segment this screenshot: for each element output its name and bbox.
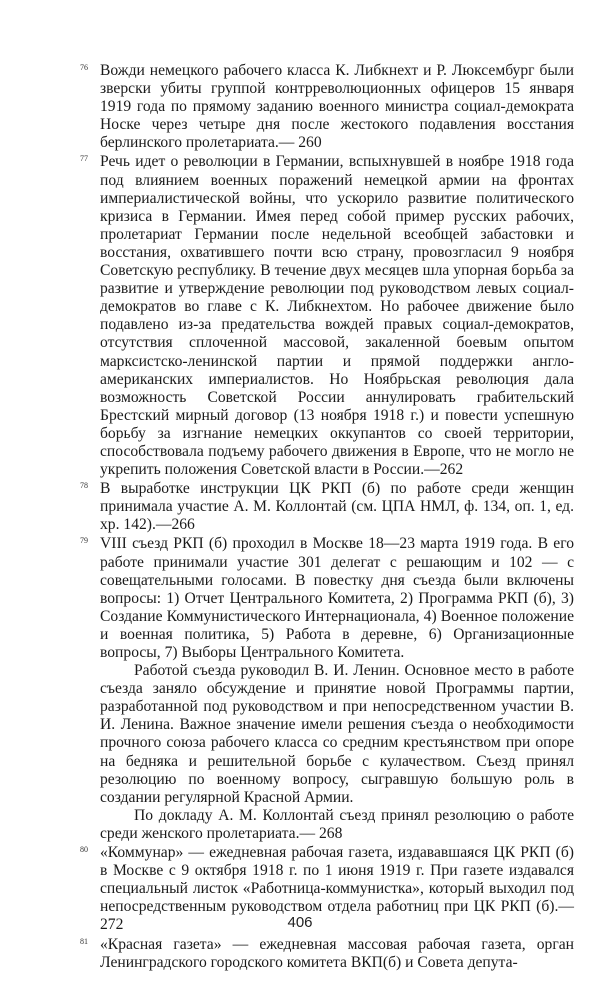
page-body — [80, 62, 574, 973]
footnote-text: «Красная газета» — ежедневная массовая рабочая газета, орган Ленинградского городского комитета ВКП(б) и Совета депута- — [100, 935, 574, 971]
footnote-76 — [80, 62, 574, 152]
footnote-number: 78 — [80, 481, 88, 491]
footnote-78 — [80, 480, 574, 534]
footnote-81 — [80, 936, 574, 972]
footnote-text: Речь идет о революции в Германии, вспыхнувшей в ноябре 1918 года под влиянием военных поражений немецкой армии на фронтах империалистической войны, что ускорило развитие политического кризиса в Германии. Имея перед собой пример русских рабочих, пролетариат Германии после недельной всеобщей забастовки и восстания, охватившего почти всю страну, провозгласил 9 ноября Советскую республику. В течение двух месяцев шла упорная борьба за развитие и утверждение революции под руководством левых социал-демократов во главе с К. Либкнехтом. Но рабочее движение было подавлено из-за предательства вождей правых социал-демократов, отсутствия сплоченной массовой, закаленной боевым опытом марксистско-ленинской партии и прямой поддержки англо-американских империалистов. Но Ноябрьская революция дала возможность Советской России аннулировать грабительский Брестский мирный договор (13 ноября 1918 г.) и повести успешную борьбу за изгнание немецких оккупантов со своей территории, способствовала подъему рабочего движения в Европе, что не могло не укрепить положения Советской власти в России.—262 — [100, 153, 574, 479]
footnote-79 — [80, 535, 574, 843]
footnote-text: «Коммунар» — ежедневная рабочая газета, издававшаяся ЦК РКП (б) в Москве с 9 октября 1918 г. по 1 июня 1919 г. При газете издавался специальный листок «Работница-коммунистка», который выходил под непосредственным руководством отдела работниц при ЦК РКП (б).— 272 — [100, 844, 574, 934]
footnote-number: 81 — [80, 936, 88, 946]
footnote-text: В выработке инструкции ЦК РКП (б) по работе среди женщин принимала участие А. М. Коллонтай (см. ЦПА НМЛ, ф. 134, оп. 1, ед. хр. 142).—266 — [100, 480, 574, 534]
footnote-number: 76 — [80, 63, 88, 72]
footnote-number: 80 — [80, 845, 88, 855]
footnote-text: Вожди немецкого рабочего класса К. Либкнехт и Р. Люксембург были зверски убиты группой контрреволюционных офицеров 15 января 1919 года по прямому заданию военного министра социал-демократа Носке через четыре дня после жестокого подавления восстания берлинского пролетариата.— 260 — [100, 62, 574, 152]
footnote-text: VIII съезд РКП (б) проходил в Москве 18—23 марта 1919 года. В его работе принимали участие 301 делегат с решающим и 102 — с совещательными голосами. В повестку дня съезда были включены вопросы: 1) Отчет Центрального Комитета, 2) Программа РКП (б), 3) Создание Коммунистического Интернационала, 4) Военное положение и военная политика, 5) Работа в деревне, 6) Организационные вопросы, 7) Выборы Центрального Комитета. — [100, 535, 574, 661]
footnote-77 — [80, 153, 574, 479]
footnote-number: 77 — [80, 154, 88, 164]
footnote-text-continued: Работой съезда руководил В. И. Ленин. Основное место в работе съезда заняло обсуждение и принятие новой Программы партии, разработанной под руководством и при непосредственном участии В. И. Ленина. Важное значение имели решения съезда о необходимости прочного союза рабочего класса со средним крестьянством при опоре на бедняка и решительной борьбе с кулачеством. Съезд принял резолюцию по военному вопросу, сыгравшую большую роль в создании регулярной Красной Армии. — [100, 662, 574, 806]
footnote-text-continued: По докладу А. М. Коллонтай съезд принял резолюцию о работе среди женского пролетариата.— 268 — [100, 806, 574, 842]
footnote-number: 79 — [80, 536, 88, 546]
page-number: 406 — [287, 914, 313, 931]
